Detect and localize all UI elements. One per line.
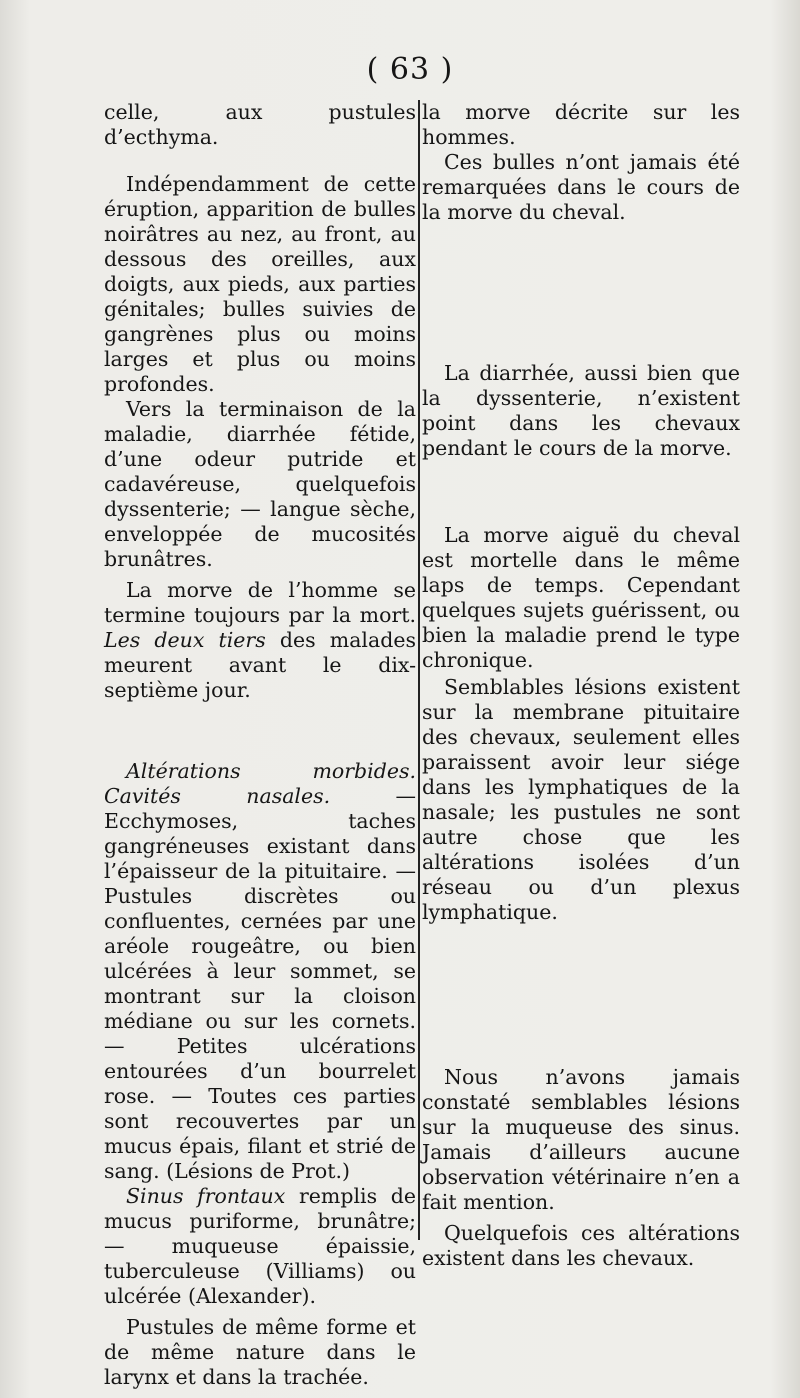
left-paragraph-7: Pustules de même forme et de même nature dans le larynx et dans la trachée. bbox=[104, 1315, 416, 1389]
left-paragraph-4 bbox=[104, 578, 416, 703]
left-paragraph-5-italic: Altérations morbides. Cavités nasales. bbox=[104, 759, 416, 808]
left-paragraph-4-start: La morve de l’homme se termine toujours par la mort. bbox=[104, 578, 416, 627]
right-paragraph-6: Nous n’avons jamais constaté semblables lésions sur la muqueuse des sinus. Jamais d’ailleurs aucune observation vétérinaire n’en a fait mention. bbox=[422, 1065, 740, 1214]
left-paragraph-1: celle, aux pustules d’ecthyma. bbox=[104, 100, 416, 149]
left-column bbox=[104, 100, 416, 1390]
right-paragraph-3: La diarrhée, aussi bien que la dyssenterie, n’existent point dans les chevaux pendant le cours de la morve. bbox=[422, 361, 740, 460]
right-paragraph-2: Ces bulles n’ont jamais été remarquées dans le cours de la morve du cheval. bbox=[422, 150, 740, 224]
right-column bbox=[422, 100, 740, 1271]
right-paragraph-5: Semblables lésions existent sur la membrane pituitaire des chevaux, seulement elles paraissent avoir leur siége dans les lymphatiques de la nasale; les pustules ne sont autre chose que les altérations isolées d’un réseau ou d’un plexus lymphatique. bbox=[422, 675, 740, 924]
left-paragraph-2: Indépendamment de cette éruption, apparition de bulles noirâtres au nez, au front, au dessous des oreilles, aux doigts, aux pieds, aux parties génitales; bulles suivies de gangrènes plus ou moins larges et plus ou moins profondes. bbox=[104, 172, 416, 396]
left-paragraph-3: Vers la terminaison de la maladie, diarrhée fétide, d’une odeur putride et cadavéreuse, quelquefois dyssenterie; — langue sèche, enveloppée de mucosités brunâtres. bbox=[104, 397, 416, 571]
right-paragraph-1: la morve décrite sur les hommes. bbox=[422, 100, 740, 149]
right-paragraph-7: Quelquefois ces altérations existent dans les chevaux. bbox=[422, 1221, 740, 1270]
left-paragraph-4-italic: Les deux tiers bbox=[104, 628, 266, 652]
right-paragraph-4: La morve aiguë du cheval est mortelle dans le même laps de temps. Cependant quelques sujets guérissent, ou bien la maladie prend le type chronique. bbox=[422, 523, 740, 672]
left-paragraph-5 bbox=[104, 759, 416, 1184]
left-paragraph-6-italic: Sinus frontaux bbox=[126, 1184, 286, 1208]
left-paragraph-6-end: remplis de mucus puriforme, brunâtre; — muqueuse épaissie, tuberculeuse (Villiams) ou ulcérée (Alexander). bbox=[104, 1184, 416, 1308]
column-divider bbox=[418, 100, 420, 1240]
page-number: ( 63 ) bbox=[366, 52, 454, 87]
left-paragraph-6 bbox=[104, 1184, 416, 1309]
left-paragraph-5-end: — Ecchymoses, taches gangréneuses existant dans l’épaisseur de la pituitaire. — Pustules discrètes ou confluentes, cernées par une aréole rougeâtre, ou bien ulcérées à leur sommet, se montrant sur la cloison médiane ou sur les cornets. — Petites ulcérations entourées d’un bourrelet rose. — Toutes ces parties sont recouvertes par un mucus épais, filant et strié de sang. (Lésions de Prot.) bbox=[104, 784, 416, 1183]
left-paragraph-4-end: des malades meurent avant le dix-septième jour. bbox=[104, 628, 416, 702]
